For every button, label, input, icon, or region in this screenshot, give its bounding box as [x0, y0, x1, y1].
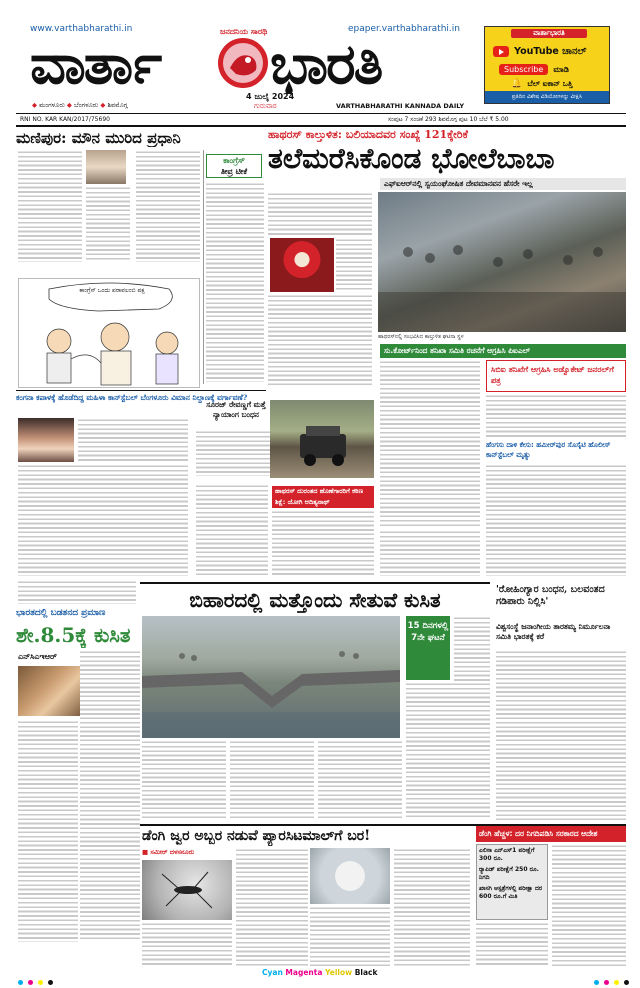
rohingya-subhead: ವಿಶ್ವಸಂಸ್ಥೆ ಜನಾಂಗೀಯ ತಾರತಮ್ಯ ನಿರ್ಮೂಲನಾ ಸಮಿತಿ ಭಾರತಕ್ಕೆ ಕರೆ [496, 622, 611, 641]
dengue-headline: ಡೆಂಗಿ ಜ್ವರ ಅಬ್ಬರ ನಡುವೆ ಪ್ಯಾರಸಿಟಮಾಲ್‌ಗೆ ಬರ! [142, 828, 371, 844]
dengue-story-b [236, 848, 308, 966]
mosquito-photo [142, 860, 232, 920]
dengue-story-c [310, 906, 390, 966]
masthead-logo [218, 38, 268, 88]
ad-footer: ಪ್ರತಿದಿನ ವಿಶೇಷ ವಿಡಿಯೋಗಳನ್ನು ವೀಕ್ಷಿಸಿ [485, 91, 609, 103]
hathras-headline: ತಲೆಮರೆಸಿಕೊಂಡ ಭೋಲೆಬಾಬಾ [268, 142, 555, 175]
dengue-facts-box [476, 844, 548, 920]
dengue-fact-2: ರ್‍ಯಾಪಿಡ್ ಪರೀಕ್ಷೆಗೆ 250 ರೂ. ನಿಗದಿ [479, 866, 539, 881]
hathras-story-col1 [268, 192, 372, 236]
registration-dots-left [18, 970, 53, 988]
sit-story-col1 [380, 360, 480, 528]
bihar-story-a [142, 740, 226, 820]
stampede-photo [378, 192, 626, 332]
reg-black: Black [354, 968, 378, 977]
dengue2-headline: ಡೆಂಗಿ ಹೆಚ್ಚಳ: ದರ ನಿಗದಿಪಡಿಸಿ ಸರಕಾರದ ಆದೇಶ [476, 826, 626, 842]
rohingya-headline: 'ರೋಹಿಂಗ್ಯಾರ ಬಂಧನ, ಬಲವಂತದ ಗಡಿಪಾರು ನಿಲ್ಲಿಸಿ' [496, 584, 605, 607]
cbi-story [486, 394, 626, 438]
bell-label: ಬೆಲ್ ಐಕಾನ್ ಒತ್ತಿ [527, 79, 573, 88]
fir-subhead: ಎಫ್‌ಐಆರ್‌ನಲ್ಲಿ ಸ್ವಯಂಘೋಷಿತ ದೇವಮಾನವನ ಹೆಸರೇ ಇಲ್ಲ [380, 178, 626, 190]
pm-story-col2 [136, 150, 200, 262]
youtube-icon [493, 46, 509, 57]
youtube-ad[interactable] [484, 26, 610, 104]
reg-magenta: Magenta [285, 968, 323, 977]
yogi-headline: ಹಾಥರಸ್ ದುರಂತದ ಹೊಣೆಗಾರರಿಗೆ ಕಠಿಣ ಶಿಕ್ಷೆ: ಯೋಗಿ ಆದಿತ್ಯನಾಥ್ [272, 486, 374, 508]
police-headline: ಹೆಂಗಸು ದಾಳಿ ಕೇಸು: ಹಮೀರ್‌ಪುರ ಸೊಸೈಟಿ ಹೊಲೀಸ್ ಕಾನ್‌ಸ್ಟೆಬಲ್ ಮೃತ್ಯು [486, 441, 611, 459]
poverty-headline: ಶೇ.8.5ಕ್ಕೆ ಕುಸಿತ [16, 623, 131, 647]
bihar-story-c [318, 740, 402, 820]
subscribe-suffix: ಮಾಡಿ [553, 65, 569, 74]
kangana-story-b [18, 464, 188, 576]
reg-yellow: Yellow [325, 968, 353, 977]
poverty-photo [18, 666, 88, 716]
dengue-story-a [142, 922, 232, 966]
cartoon [18, 278, 200, 388]
bihar-badge: 15 ದಿನಗಳಲ್ಲಿ 7ನೇ ಘಟನೆ [406, 616, 450, 680]
dengue-fact-1: ಎಲಿಸಾ ಎನ್‌ಎಸ್1 ಪರೀಕ್ಷೆಗೆ 300 ರೂ. [479, 847, 535, 862]
bhole-baba-photo [270, 238, 334, 292]
tablet-photo [310, 848, 390, 904]
bell-icon: 🔔 [511, 79, 523, 89]
yogi-story-b [272, 510, 374, 576]
paper-name-en: VARTHABHARATHI KANNADA DAILY [336, 102, 465, 110]
cartoon-caption: ಕಾಂಗ್ರೆಸ್ ಒಂದು ಪರಾವಲಂಬಿ ಪಕ್ಷ [79, 287, 145, 294]
pm-story-col1 [18, 150, 82, 262]
website-url[interactable]: www.varthabharathi.in [30, 24, 133, 34]
poverty-story-a [18, 720, 78, 942]
congress-kicker: ಕಾಂಗ್ರೆಸ್ [223, 156, 245, 165]
sit-headline: ಸು.ಕೋರ್ಟ್‌ನಿಂದ ತನಿಖಾ ಸಮಿತಿ ರಚನೆಗೆ ಆಗ್ರಹಿಸಿ ಪಿಐಎಲ್ [380, 344, 626, 358]
bihar-headline: ಬಿಹಾರದಲ್ಲಿ ಮತ್ತೊಂದು ಸೇತುವೆ ಕುಸಿತ [189, 588, 441, 612]
kangana-photo [18, 418, 74, 462]
dengue-story-d [394, 848, 470, 966]
bridge-photo [142, 616, 400, 738]
issue-date: 4 ಜುಲೈ 2024 [246, 92, 295, 101]
yogi-story-a [196, 484, 268, 576]
masthead-divider [16, 113, 626, 114]
edition-mangaluru: ಮಂಗಳೂರು [39, 101, 65, 109]
registration-dots-right [594, 970, 629, 988]
youtube-channel-label: YouTube ಚಾನಲ್ [514, 46, 587, 57]
masthead-divider-bottom [16, 125, 626, 127]
masthead-title-left: ವಾರ್ತಾ [30, 36, 161, 94]
bihar-story-d [406, 682, 490, 820]
epaper-url[interactable]: epaper.varthabharathi.in [348, 24, 460, 34]
rohingya-story [496, 650, 626, 820]
kangana-story-c [18, 580, 136, 604]
masthead-title-right: ಭಾರತಿ [270, 36, 382, 94]
pm-photo [86, 150, 126, 184]
kangana-story-a [78, 418, 188, 462]
congress-headline: ತೀವ್ರ ಟೀಕೆ [220, 167, 248, 176]
jeep-photo [270, 400, 374, 478]
hathras-kicker: ಹಾಥರಸ್ ಕಾಲ್ತುಳಿತ: ಬಲಿಯಾದವರ ಸಂಖ್ಯೆ 121ಕ್ಕೇರಿಕೆ [268, 128, 468, 141]
edition-list: ◆ ಮಂಗಳೂರು ◆ ಬೆಂಗಳೂರು ◆ ಶಿವಮೊಗ್ಗ [32, 101, 128, 109]
kangana-headline: ಕಂಗನಾ ಕಪಾಳಕ್ಕೆ ಹೊಡೆದಿದ್ದ ಮಹಿಳಾ ಕಾನ್‌ಸ್ಟೆಬಲ್ ಬೆಂಗಳೂರು ವಿಮಾನ ನಿಲ್ದಾಣಕ್ಕೆ ವರ್ಗಾವಣೆ? [16, 393, 248, 402]
police-story [486, 464, 626, 576]
edition-bengaluru: ಬೆಂಗಳೂರು [74, 101, 99, 109]
registration-labels [262, 968, 378, 977]
ad-brand: ವಾರ್ತಾಭಾರತಿ [511, 29, 587, 38]
dengue-fact-3: ಖಾಸಗಿ ಆಸ್ಪತ್ರೆಗಳಲ್ಲಿ ಪರೀಕ್ಷಾ ದರ 600 ರೂ.ಗೆ ಮಿತಿ [479, 885, 543, 900]
rni-number: RNI NO. KAR KAN/2017/75690 [20, 116, 110, 123]
congress-story [206, 182, 264, 382]
poverty-story-b [80, 650, 140, 942]
dengue2-story-a [476, 922, 548, 966]
reg-cyan: Cyan [262, 968, 283, 977]
hathras-story-col1b [336, 238, 372, 292]
poverty-kicker: ಭಾರತದಲ್ಲಿ ಬಡತನದ ಪ್ರಮಾಣ [16, 608, 106, 618]
court-headline: ಸೂರಜ್ ರೇವಣ್ಣಗೆ ಮತ್ತೆ ನ್ಯಾಯಾಂಗ ಬಂಧನ [206, 400, 266, 419]
pm-story-col1b [86, 186, 130, 262]
ncaer-label: ಎನ್‌ಸಿಎಇಆರ್ [18, 652, 57, 661]
issue-info: ಸಂಪುಟ 7 ಸಂಚಿಕೆ 293 ಶಿವಮೊಗ್ಗ ಪುಟ 10 ಬೆಲೆ ₹ 5.00 [388, 116, 509, 123]
section-rule-2 [140, 582, 490, 584]
congress-box [206, 154, 262, 178]
section-rule-1 [16, 390, 266, 391]
subscribe-button[interactable]: Subscribe [499, 64, 548, 75]
dengue2-story-b [552, 844, 626, 966]
cbi-headline: ಸಿಬಿಐ ತನಿಖೆಗೆ ಆಗ್ರಹಿಸಿ ಅಡ್ವೊಕೇಟ್ ಜನರಲ್‌ಗೆ ಪತ್ರ [491, 365, 614, 385]
issue-day: ಗುರುವಾರ [254, 102, 277, 110]
col-rule-1 [203, 150, 204, 384]
cbi-box [486, 360, 626, 392]
yogi-story-c [380, 530, 480, 576]
hathras-story-col1c [268, 294, 372, 386]
edition-shivamogga: ಶಿವಮೊಗ್ಗ [107, 101, 128, 109]
bihar-story-b [230, 740, 314, 820]
stampede-caption: ಹಾಥರಸ್‌ನಲ್ಲಿ ಸಂಭವಿಸಿದ ಕಾಲ್ತುಳಿತ ಘಟನಾ ಸ್ಥಳ [378, 334, 464, 340]
dengue-byline: ■ ಸಮೀರ್ ದಳಸನೂರು [142, 848, 195, 856]
tagline: ಜನದನಿಯ ಸಾರಥಿ [220, 27, 268, 36]
pm-headline: ಮಣಿಪುರ: ಮೌನ ಮುರಿದ ಪ್ರಧಾನಿ [16, 129, 181, 147]
